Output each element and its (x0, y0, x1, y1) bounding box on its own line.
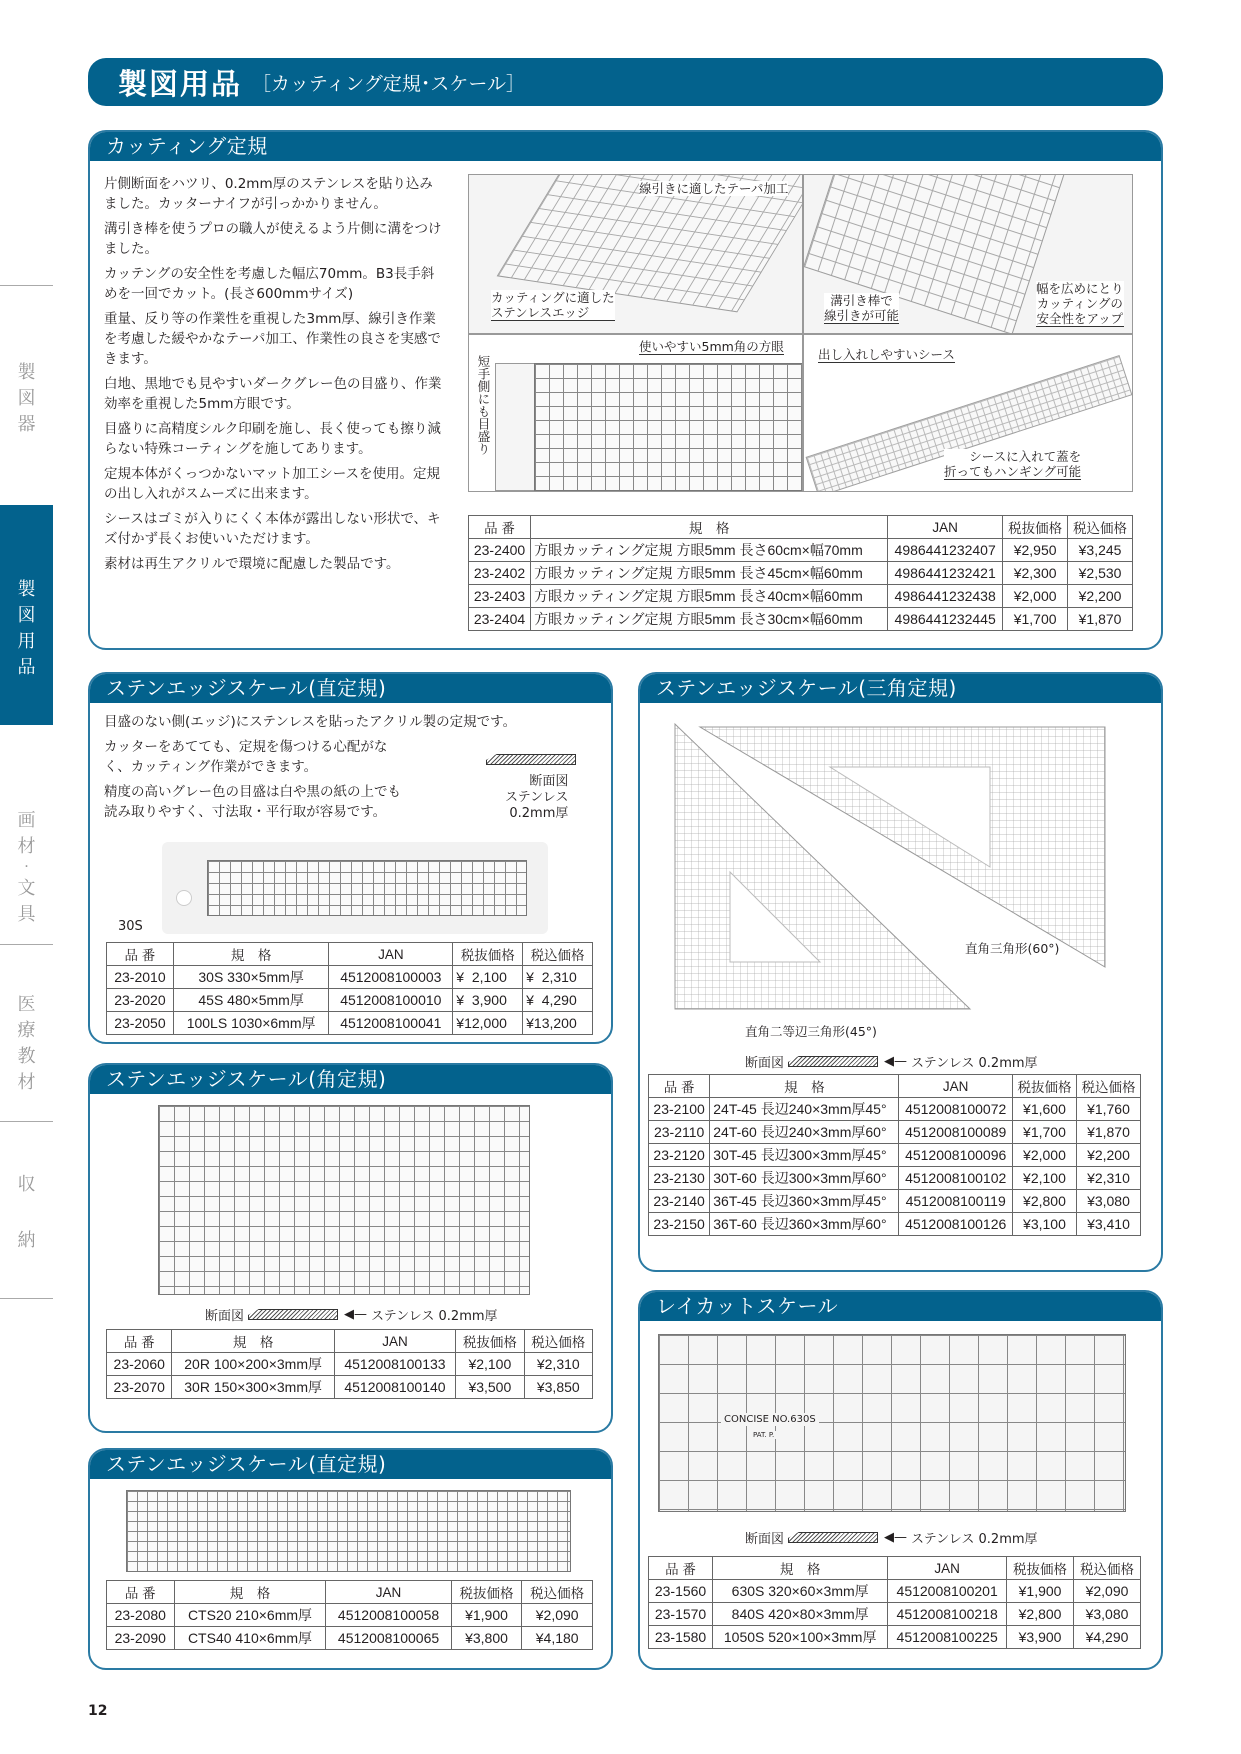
table-header-row (107, 1330, 593, 1353)
callout-line: シースに入れて蓋を (969, 449, 1082, 464)
col-header: 品 番 (649, 1557, 713, 1580)
cell: 4512008100133 (334, 1353, 455, 1376)
col-header: JAN (329, 943, 453, 966)
cell: ¥2,530 (1068, 562, 1133, 585)
cell: 23-2080 (107, 1604, 175, 1627)
paragraph: カッテングの安全性を考慮した幅広70mm。B3長手斜めを一回でカット。(長さ600mmサイズ) (104, 266, 435, 302)
callout-line: 安全性をアップ (1036, 311, 1124, 326)
section-title: レイカットスケール (640, 1292, 1161, 1321)
cell: 4512008100010 (329, 989, 453, 1012)
ruler-grid-image (534, 363, 803, 491)
cell: 4512008100201 (888, 1580, 1007, 1603)
cross-section-diagram (745, 1528, 1038, 1547)
hang-hole (176, 890, 192, 906)
cell: 4986441232407 (888, 539, 1003, 562)
callout-line: 折ってもハンギング可能 (944, 464, 1082, 479)
nav-item-drafting-supplies[interactable] (0, 505, 53, 725)
cell: ¥1,760 (1076, 1098, 1140, 1121)
cell: 24T-60 長辺240×3mm厚60° (710, 1121, 899, 1144)
section-title: ステンエッジスケール(直定規) (90, 674, 611, 703)
cell: 1050S 520×100×3mm厚 (713, 1626, 888, 1649)
cell: 23-2110 (649, 1121, 710, 1144)
table-row (107, 966, 593, 989)
steel-thickness-label: ステンレス 0.2mm厚 (371, 1309, 498, 1324)
photo-groove (803, 174, 1133, 334)
col-header: 税込価格 (1076, 1075, 1140, 1098)
cell: 23-2010 (107, 966, 174, 989)
cell: 4986441232438 (888, 585, 1003, 608)
cell: 23-2020 (107, 989, 174, 1012)
cell: 30S 330×5mm厚 (173, 966, 329, 989)
cell: 4512008100126 (899, 1213, 1013, 1236)
table-row (107, 1376, 593, 1399)
table-row (649, 1213, 1141, 1236)
table-row (469, 608, 1133, 631)
table-row (649, 1190, 1141, 1213)
col-header: 品 番 (107, 1330, 172, 1353)
cell: 4986441232445 (888, 608, 1003, 631)
col-header: 税込価格 (522, 1581, 593, 1604)
cell: ¥2,100 (1012, 1167, 1076, 1190)
product-image-30s (162, 842, 548, 934)
nav-char: 収 (17, 1174, 36, 1195)
paragraph: 白地、黒地でも見やすいダークグレー色の目盛り、作業効率を重視した5mm方眼です。 (104, 376, 442, 412)
cell: 23-2140 (649, 1190, 710, 1213)
col-header: 税抜価格 (1012, 1075, 1076, 1098)
nav-item-storage[interactable] (0, 1172, 53, 1254)
cross-section-shape (788, 1056, 878, 1067)
callout-sheath: 出し入れしやすいシース (818, 347, 955, 362)
cell: ¥2,950 (1003, 539, 1068, 562)
cross-section-shape (486, 754, 576, 765)
cell: ¥ 4,290 (523, 989, 593, 1012)
cell: 23-2050 (107, 1012, 174, 1035)
cell: ¥2,100 (456, 1353, 524, 1376)
arrow-left-icon: ◀— (884, 1530, 908, 1545)
paragraph: 重量、反り等の作業性を重視した3mm厚、線引き作業を考慮した緩やかなテーパ加工、作業性の良さを実感できます。 (104, 311, 441, 367)
cell: ¥2,000 (1012, 1144, 1076, 1167)
cell: ¥2,800 (1012, 1190, 1076, 1213)
nav-divider (0, 285, 53, 286)
callout-groove (824, 293, 899, 324)
cell: 20R 100×200×3mm厚 (172, 1353, 334, 1376)
col-header: JAN (899, 1075, 1013, 1098)
nav-char: 納 (17, 1230, 36, 1251)
photo-sheath (803, 334, 1133, 492)
table-row (649, 1098, 1141, 1121)
nav-char: 製 (17, 579, 36, 600)
cell: 4512008100003 (329, 966, 453, 989)
spec-table (648, 1556, 1141, 1649)
label-45-degree: 直角二等辺三角形(45°) (745, 1024, 877, 1039)
col-header: JAN (326, 1581, 451, 1604)
cell: ¥2,310 (524, 1353, 592, 1376)
cell: 630S 320×60×3mm厚 (713, 1580, 888, 1603)
section-sten-triangle (638, 672, 1163, 1272)
section-laycut (638, 1290, 1163, 1670)
table-row (107, 1604, 593, 1627)
cell: ¥2,800 (1007, 1603, 1074, 1626)
cell: ¥3,410 (1076, 1213, 1140, 1236)
cell: 30T-45 長辺300×3mm厚45° (710, 1144, 899, 1167)
cell: 30T-60 長辺300×3mm厚60° (710, 1167, 899, 1190)
ruler-imprint: CONCISE NO.630S (721, 1413, 819, 1426)
cell: 4512008100096 (899, 1144, 1013, 1167)
cross-section-diagram (482, 754, 576, 765)
cell: 36T-60 長辺360×3mm厚60° (710, 1213, 899, 1236)
label-line: ステンレス (505, 790, 569, 805)
cell: ¥2,090 (522, 1604, 593, 1627)
cell: ¥3,800 (451, 1627, 522, 1650)
cell: ¥2,090 (1074, 1580, 1141, 1603)
table-header-row (469, 516, 1133, 539)
cell: 23-2404 (469, 608, 531, 631)
col-header: 品 番 (107, 943, 174, 966)
cross-section-label (505, 774, 568, 822)
cell: ¥13,200 (523, 1012, 593, 1035)
col-header: 品 番 (107, 1581, 175, 1604)
col-header: 品 番 (649, 1075, 710, 1098)
section-sten-straight (88, 672, 613, 1044)
nav-char: 材 (17, 836, 36, 857)
cell: ¥ 3,900 (453, 989, 523, 1012)
col-header: 税込価格 (524, 1330, 592, 1353)
nav-char: 医 (17, 994, 36, 1015)
nav-divider (0, 1121, 53, 1122)
image-label: 30S (118, 919, 143, 934)
table-row (469, 539, 1133, 562)
paragraph: 目盛りに高精度シルク印刷を施し、長く使っても擦り減らない特殊コーティングを施してあります。 (104, 421, 441, 457)
callout-line: ステンレスエッジ (491, 305, 590, 320)
cell: ¥1,870 (1076, 1121, 1140, 1144)
spec-table (106, 1329, 593, 1399)
cell: ¥3,500 (456, 1376, 524, 1399)
paragraph: シースはゴミが入りにくく本体が露出しない形状で、キズ付かず長くお使いいただけます。 (104, 511, 441, 547)
page-subtitle: ［カッティング定規･スケール］ (252, 72, 526, 95)
cell: 23-2402 (469, 562, 531, 585)
callout-grid5: 使いやすい5mm角の方眼 (639, 339, 784, 354)
section-title: カッティング定規 (90, 132, 1161, 161)
photo-taper-edge (468, 174, 803, 334)
col-header: 税抜価格 (456, 1330, 524, 1353)
table-row (107, 989, 593, 1012)
cell: ¥4,180 (522, 1627, 593, 1650)
table-header-row (649, 1557, 1141, 1580)
cell: ¥2,200 (1076, 1144, 1140, 1167)
callout-taper: 線引きに適したテーパ加工 (639, 181, 789, 196)
callout-line: 溝引き棒で (830, 293, 893, 308)
cell: ¥3,080 (1074, 1603, 1141, 1626)
spec-table (648, 1074, 1141, 1236)
cross-section-label: 断面図 (745, 1532, 785, 1547)
cell: 23-1560 (649, 1580, 713, 1603)
cell: 23-2070 (107, 1376, 172, 1399)
col-header: 規 格 (713, 1557, 888, 1580)
nav-char: ・ (21, 862, 32, 873)
cell: 23-2130 (649, 1167, 710, 1190)
cell: 24T-45 長辺240×3mm厚45° (710, 1098, 899, 1121)
nav-char: 図 (17, 388, 36, 409)
spec-table (106, 942, 593, 1035)
col-header: 規 格 (174, 1581, 326, 1604)
cell: ¥1,900 (451, 1604, 522, 1627)
cross-section-shape (788, 1532, 878, 1543)
cell: 23-1580 (649, 1626, 713, 1649)
label-60-degree: 直角三角形(60°) (965, 941, 1060, 956)
laycut-ruler-image (658, 1334, 1126, 1512)
col-header: 税抜価格 (1007, 1557, 1074, 1580)
cell: 45S 480×5mm厚 (173, 989, 329, 1012)
table-row (649, 1603, 1141, 1626)
steel-thickness-label: ステンレス 0.2mm厚 (911, 1056, 1038, 1071)
page-header (88, 58, 1163, 106)
label-line: 0.2mm厚 (509, 806, 569, 821)
nav-char: 材 (17, 1072, 36, 1093)
table-header-row (107, 1581, 593, 1604)
arrow-left-icon: ◀— (344, 1307, 368, 1322)
cell: ¥4,290 (1074, 1626, 1141, 1649)
paragraph: 素材は再生アクリルで環境に配慮した製品です。 (104, 556, 400, 572)
page-title: 製図用品 (118, 66, 243, 101)
table-row (107, 1627, 593, 1650)
cell: ¥3,850 (524, 1376, 592, 1399)
page-number: 12 (88, 1703, 108, 1719)
cell: ¥12,000 (453, 1012, 523, 1035)
table-row (649, 1144, 1141, 1167)
cell: 30R 150×300×3mm厚 (172, 1376, 334, 1399)
cell: 方眼カッティング定規 方眼5mm 長さ45cm×幅60mm (531, 562, 888, 585)
cell: ¥ 2,310 (523, 966, 593, 989)
table-row (469, 585, 1133, 608)
cross-section-label: 断面図 (205, 1309, 245, 1324)
nav-char: 療 (17, 1020, 36, 1041)
nav-divider (0, 1298, 53, 1299)
paragraph: 溝引き棒を使うプロの職人が使えるよう片側に溝をつけました。 (104, 221, 442, 257)
callout-short-side: 短手側にも目盛り (476, 355, 491, 455)
cell: 4512008100065 (326, 1627, 451, 1650)
cell: 4512008100072 (899, 1098, 1013, 1121)
label-line: 断面図 (529, 774, 569, 789)
table-header-row (107, 943, 593, 966)
nav-char: 図 (17, 605, 36, 626)
cross-section-label: 断面図 (745, 1056, 785, 1071)
callout-line: 線引きが可能 (824, 308, 900, 323)
section-title: ステンエッジスケール(三角定規) (640, 674, 1161, 703)
table-row (107, 1353, 593, 1376)
cell: 4512008100041 (329, 1012, 453, 1035)
col-header: 税抜価格 (1003, 516, 1068, 539)
col-header: JAN (334, 1330, 455, 1353)
cell: ¥3,900 (1007, 1626, 1074, 1649)
square-ruler-image (158, 1105, 530, 1295)
callout-hanging (944, 449, 1081, 480)
cell: ¥2,200 (1068, 585, 1133, 608)
section-cutting-ruler (88, 130, 1163, 650)
spec-table (106, 1580, 593, 1650)
nav-char: 器 (17, 414, 36, 435)
spec-table (468, 515, 1133, 631)
section-title: ステンエッジスケール(角定規) (90, 1065, 611, 1094)
cell: 23-2090 (107, 1627, 175, 1650)
steel-thickness-label: ステンレス 0.2mm厚 (911, 1532, 1038, 1547)
col-header: 税込価格 (1074, 1557, 1141, 1580)
paragraph: 目盛のない側(エッジ)にステンレスを貼ったアクリル製の定規です。 (104, 714, 517, 730)
callout-line: カッティングの (1036, 296, 1123, 311)
cell: 23-2100 (649, 1098, 710, 1121)
paragraph: 定規本体がくっつかないマット加工シースを使用。定規の出し入れがスムーズに出来ます。 (104, 466, 441, 502)
cross-section-diagram (205, 1305, 498, 1324)
cell: 方眼カッティング定規 方眼5mm 長さ30cm×幅60mm (531, 608, 888, 631)
paragraph: 精度の高いグレー色の目盛は白や黒の紙の上でも読み取りやすく、寸法取・平行取が容易です。 (104, 784, 401, 820)
table-row (649, 1167, 1141, 1190)
paragraph: カッターをあてても、定規を傷つける心配がなく、カッティング作業ができます。 (104, 739, 388, 775)
cts-ruler-image (126, 1490, 571, 1572)
col-header: 品 番 (469, 516, 531, 539)
cell: 4986441232421 (888, 562, 1003, 585)
col-header: 税込価格 (1068, 516, 1133, 539)
col-header: JAN (888, 1557, 1007, 1580)
table-row (649, 1580, 1141, 1603)
cell: 23-2400 (469, 539, 531, 562)
cell: 23-2150 (649, 1213, 710, 1236)
section-sten-square (88, 1063, 613, 1433)
triangle-rulers-image (670, 722, 1140, 1012)
cell: CTS40 410×6mm厚 (174, 1627, 326, 1650)
nav-item-art-stationery[interactable] (0, 808, 53, 928)
cell: ¥1,900 (1007, 1580, 1074, 1603)
cell: 23-2120 (649, 1144, 710, 1167)
nav-char: 用 (17, 631, 36, 652)
paragraph: 片側断面をハツリ、0.2mm厚のステンレスを貼り込みました。カッターナイフが引っかかりません。 (104, 176, 433, 212)
cell: 方眼カッティング定規 方眼5mm 長さ40cm×幅60mm (531, 585, 888, 608)
ruler-imprint: PAT. P. (753, 1431, 775, 1439)
cell: ¥1,700 (1003, 608, 1068, 631)
cell: ¥2,300 (1003, 562, 1068, 585)
cell: ¥1,700 (1012, 1121, 1076, 1144)
cell: 4512008100089 (899, 1121, 1013, 1144)
cell: ¥ 2,100 (453, 966, 523, 989)
col-header: 税抜価格 (453, 943, 523, 966)
nav-char: 教 (17, 1046, 36, 1067)
cell: ¥2,000 (1003, 585, 1068, 608)
col-header: 規 格 (172, 1330, 334, 1353)
cell: ¥2,310 (1076, 1167, 1140, 1190)
table-row (469, 562, 1133, 585)
side-nav (0, 0, 53, 1754)
nav-item-medical-materials[interactable] (0, 992, 53, 1096)
cell: 23-2060 (107, 1353, 172, 1376)
cell: ¥3,245 (1068, 539, 1133, 562)
description (104, 174, 444, 579)
col-header: JAN (888, 516, 1003, 539)
cell: 4512008100102 (899, 1167, 1013, 1190)
ruler-grid-image (207, 860, 527, 916)
callout-line: カッティングに適した (491, 290, 615, 305)
cell: 4512008100058 (326, 1604, 451, 1627)
nav-char: 製 (17, 362, 36, 383)
section-sten-straight-cts (88, 1448, 613, 1670)
photo-grid (468, 334, 803, 492)
callout-wide (1036, 281, 1124, 327)
description (104, 712, 517, 827)
cross-section-diagram (745, 1052, 1038, 1071)
col-header: 規 格 (173, 943, 329, 966)
table-header-row (649, 1075, 1141, 1098)
cell: 4512008100119 (899, 1190, 1013, 1213)
table-row (649, 1121, 1141, 1144)
cell: 4512008100225 (888, 1626, 1007, 1649)
nav-char: 画 (17, 810, 36, 831)
cell: 840S 420×80×3mm厚 (713, 1603, 888, 1626)
table-row (107, 1012, 593, 1035)
section-title: ステンエッジスケール(直定規) (90, 1450, 611, 1479)
cell: 36T-45 長辺360×3mm厚45° (710, 1190, 899, 1213)
cell: ¥1,870 (1068, 608, 1133, 631)
arrow-left-icon: ◀— (884, 1054, 908, 1069)
nav-divider (0, 944, 53, 945)
col-header: 規 格 (710, 1075, 899, 1098)
cell: 4512008100218 (888, 1603, 1007, 1626)
cell: 100LS 1030×6mm厚 (173, 1012, 329, 1035)
cell: 23-1570 (649, 1603, 713, 1626)
cell: CTS20 210×6mm厚 (174, 1604, 326, 1627)
col-header: 税抜価格 (451, 1581, 522, 1604)
nav-char: 具 (17, 904, 36, 925)
ruler-end-image (495, 363, 535, 491)
col-header: 規 格 (531, 516, 888, 539)
callout-line: 幅を広めにとり (1036, 281, 1124, 296)
cell: ¥1,600 (1012, 1098, 1076, 1121)
cell: 方眼カッティング定規 方眼5mm 長さ60cm×幅70mm (531, 539, 888, 562)
nav-char: 文 (17, 878, 36, 899)
callout-edge (491, 290, 615, 321)
cross-section-shape (248, 1309, 338, 1320)
nav-item-drafting-instruments[interactable] (0, 360, 53, 438)
cell: 4512008100140 (334, 1376, 455, 1399)
nav-char: 品 (17, 657, 36, 678)
cell: ¥3,080 (1076, 1190, 1140, 1213)
col-header: 税込価格 (523, 943, 593, 966)
cell: ¥3,100 (1012, 1213, 1076, 1236)
table-row (649, 1626, 1141, 1649)
cell: 23-2403 (469, 585, 531, 608)
